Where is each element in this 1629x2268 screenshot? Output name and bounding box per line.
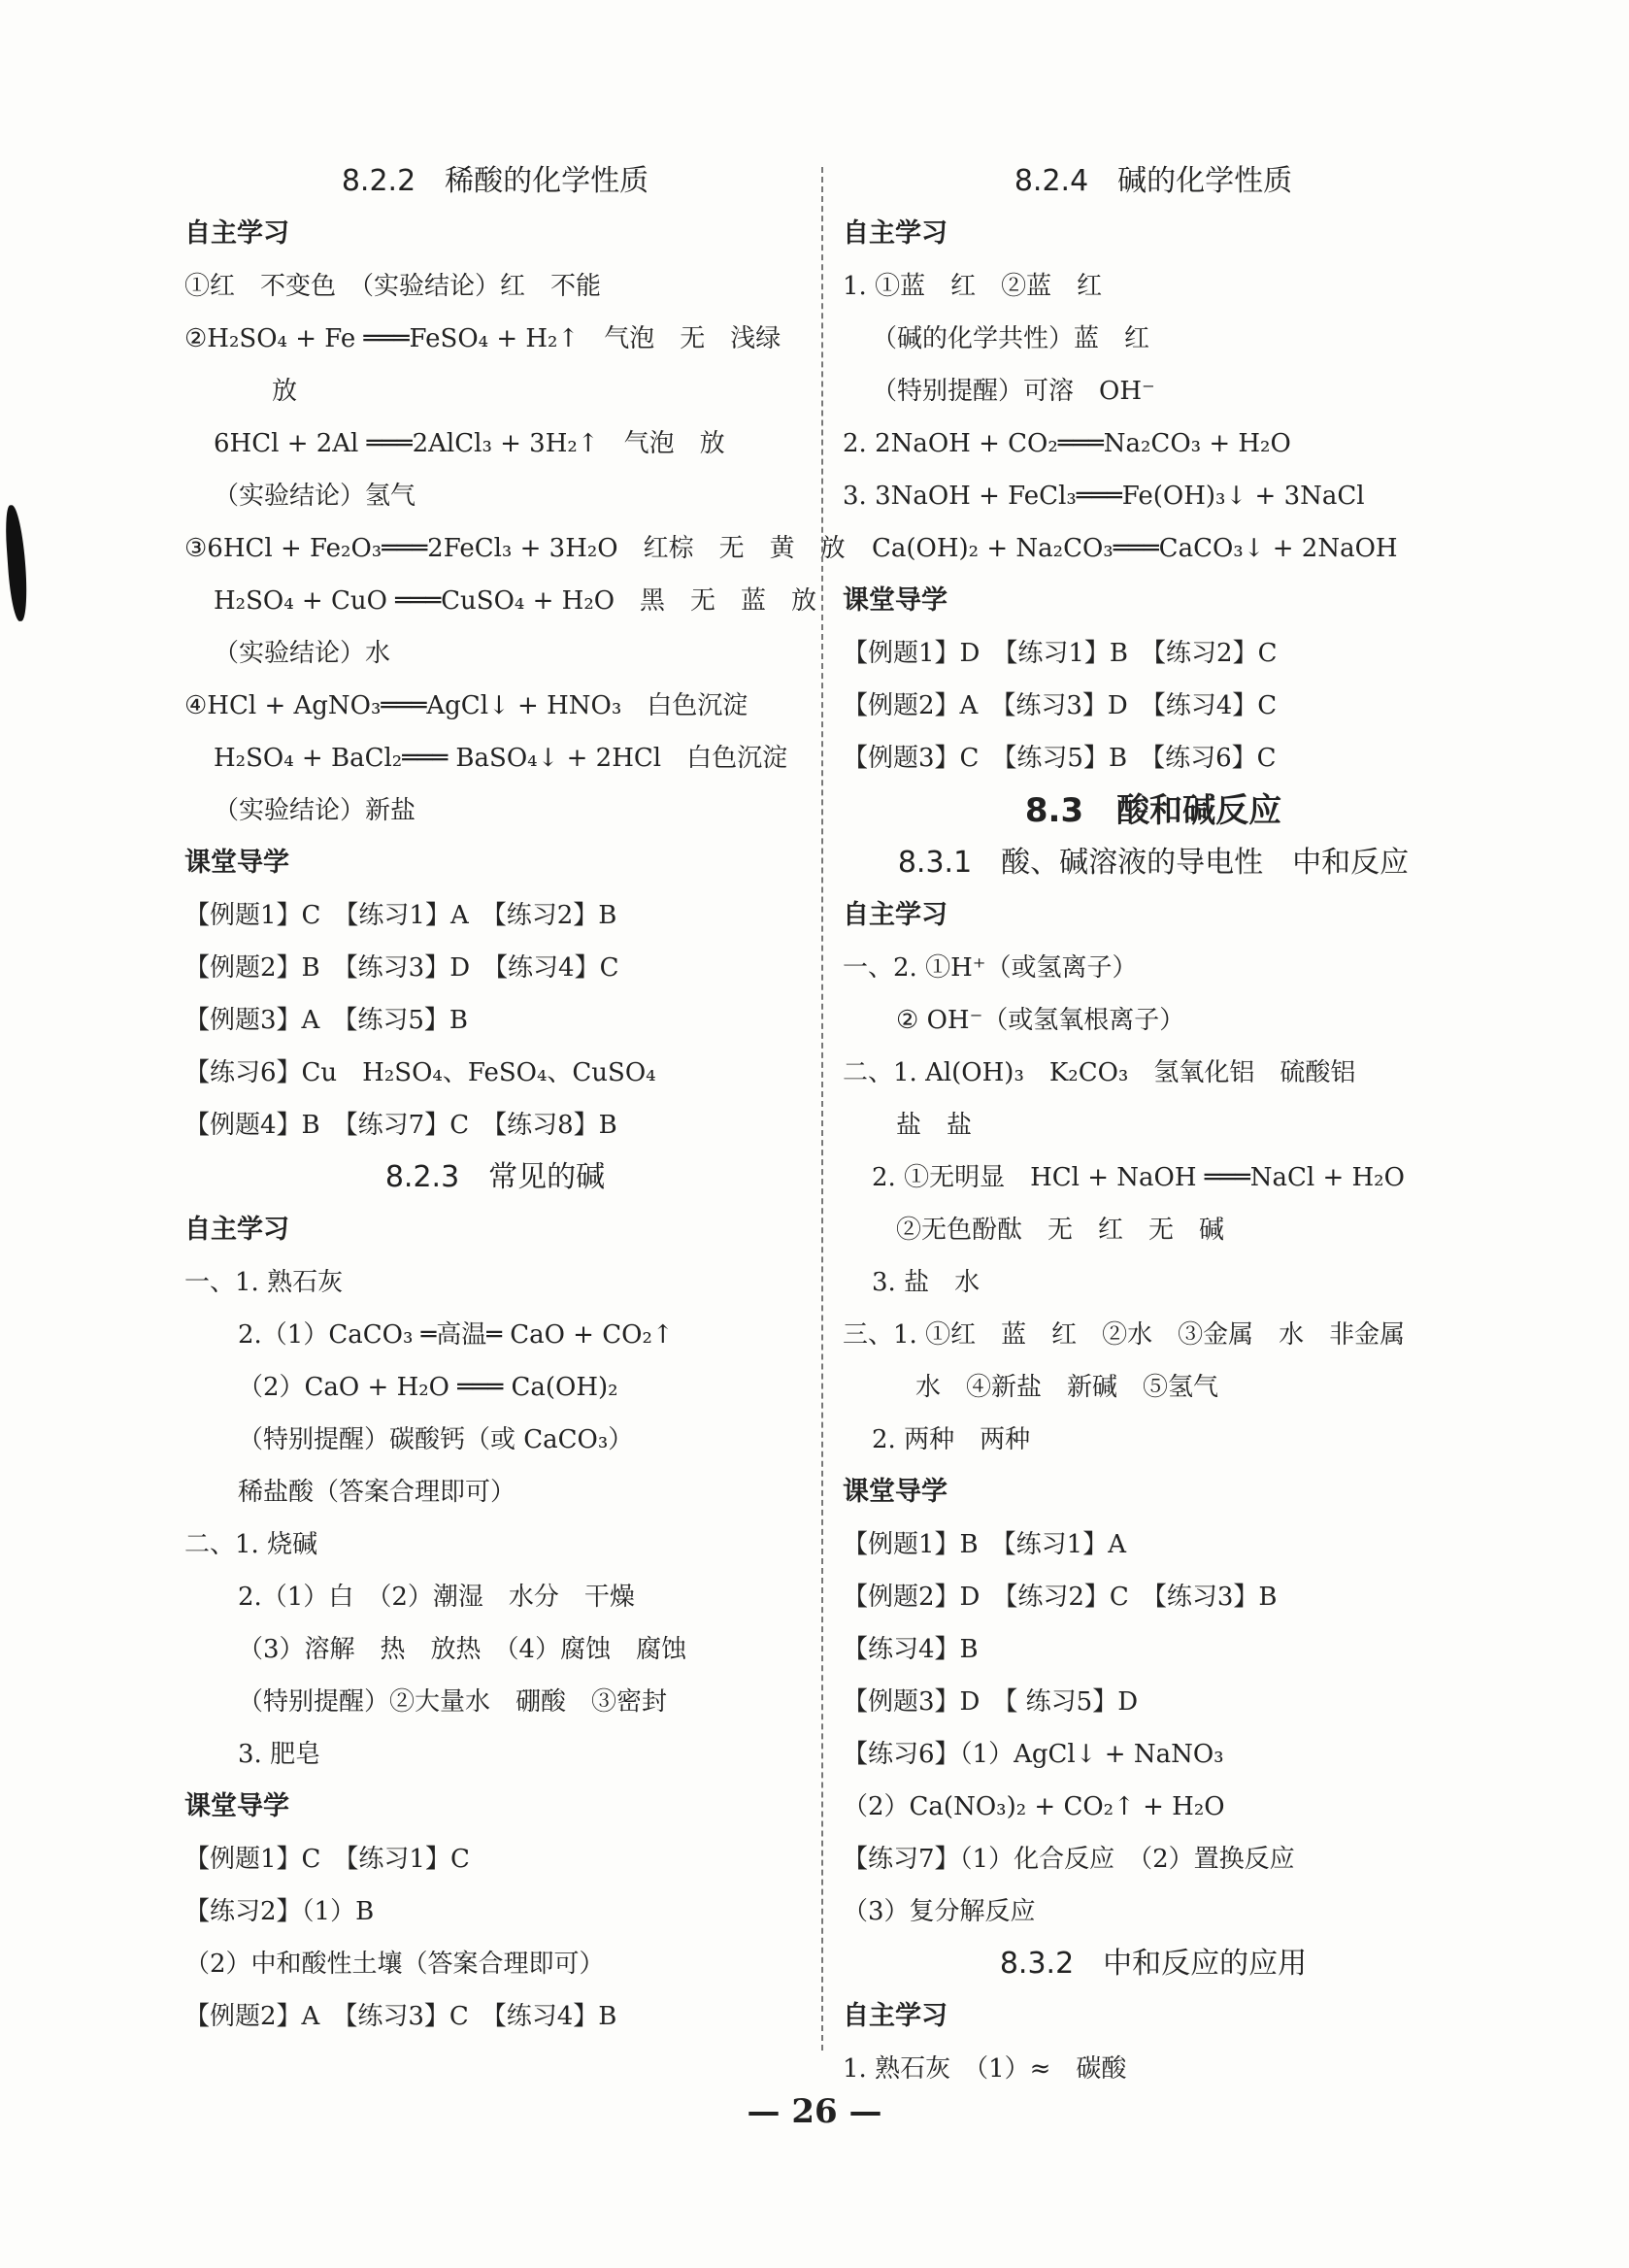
column-divider (821, 167, 823, 2051)
answer-line: 【练习6】（1）AgCl↓ + NaNO₃ (843, 1740, 1224, 1769)
answer-line: 【练习6】Cu H₂SO₄、FeSO₄、CuSO₄ (184, 1058, 656, 1087)
subsection-label: 课堂导学 (843, 585, 947, 616)
answer-line: 盐 盐 (896, 1111, 973, 1140)
answer-line: （3）溶解 热 放热 （4）腐蚀 腐蚀 (238, 1635, 687, 1664)
subsection-label: 自主学习 (843, 2001, 947, 2031)
answer-line: 放 (272, 377, 298, 406)
answer-line: 【练习4】B (843, 1635, 979, 1664)
answer-line: 【例题2】A 【练习3】C 【练习4】B (184, 2002, 617, 2031)
subsection-label: 课堂导学 (184, 1791, 289, 1821)
answer-line: 水 ④新盐 新碱 ⑤氢气 (915, 1373, 1219, 1402)
answer-line: 3. 盐 水 (872, 1268, 981, 1297)
answer-line: 2. 2NaOH + CO₂═══Na₂CO₃ + H₂O (843, 429, 1291, 458)
answer-line: H₂SO₄ + CuO ═══CuSO₄ + H₂O 黑 无 蓝 放 (214, 586, 817, 616)
answer-line: 一、1. 熟石灰 (184, 1268, 344, 1297)
answer-line: ② OH⁻（或氢氧根离子） (896, 1006, 1185, 1035)
section-heading: 8.2.2 稀酸的化学性质 (341, 164, 649, 198)
subsection-label: 自主学习 (843, 218, 947, 249)
answer-line: （2）中和酸性土壤（答案合理即可） (184, 1950, 605, 1979)
answer-line: ②无色酚酞 无 红 无 碱 (896, 1216, 1225, 1245)
answer-line: （实验结论）新盐 (214, 796, 416, 825)
answer-line: （特别提醒）②大量水 硼酸 ③密封 (238, 1687, 668, 1717)
answer-line: ③6HCl + Fe₂O₃═══2FeCl₃ + 3H₂O 红棕 无 黄 放 (184, 534, 846, 563)
answer-line: 三、1. ①红 蓝 红 ②水 ③金属 水 非金属 (843, 1320, 1406, 1350)
answer-line: 【例题3】D 【 练习5】D (843, 1687, 1139, 1717)
answer-line: 【例题4】B 【练习7】C 【练习8】B (184, 1111, 617, 1140)
answer-line: 【练习2】（1）B (184, 1897, 375, 1926)
answer-line: 3. 3NaOH + FeCl₃═══Fe(OH)₃↓ + 3NaCl (843, 482, 1365, 511)
answer-line: （实验结论）氢气 (214, 482, 416, 511)
answer-line: （实验结论）水 (214, 639, 391, 668)
answer-line: （特别提醒）碳酸钙（或 CaCO₃） (238, 1425, 634, 1454)
answer-line: 稀盐酸（答案合理即可） (238, 1478, 516, 1507)
answer-line: （2）CaO + H₂O ═══ Ca(OH)₂ (238, 1373, 618, 1402)
answer-line: ④HCl + AgNO₃═══AgCl↓ + HNO₃ 白色沉淀 (184, 691, 748, 720)
answer-line: 二、1. Al(OH)₃ K₂CO₃ 氢氧化铝 硫酸铝 (843, 1058, 1356, 1087)
answer-line: 2. 两种 两种 (872, 1425, 1031, 1454)
answer-line: （特别提醒）可溶 OH⁻ (872, 377, 1155, 406)
answer-line: 2.（1）白 （2）潮湿 水分 干燥 (238, 1583, 635, 1612)
answer-line: （2）Ca(NO₃)₂ + CO₂↑ + H₂O (843, 1792, 1225, 1821)
answer-line: ①红 不变色 （实验结论）红 不能 (184, 272, 602, 301)
answer-line: 3. 肥皂 (238, 1740, 321, 1769)
page-number: — 26 — (747, 2092, 882, 2131)
answer-line: Ca(OH)₂ + Na₂CO₃═══CaCO₃↓ + 2NaOH (872, 534, 1398, 563)
answer-line: 【例题1】B 【练习1】A (843, 1530, 1126, 1559)
answer-line: 【例题3】C 【练习5】B 【练习6】C (843, 744, 1277, 773)
answer-line: 【例题1】C 【练习1】C (184, 1845, 470, 1874)
subsection-label: 自主学习 (184, 1215, 289, 1245)
subsection-label: 课堂导学 (184, 848, 289, 878)
subsection-label: 自主学习 (843, 900, 947, 930)
answer-line: H₂SO₄ + BaCl₂═══ BaSO₄↓ + 2HCl 白色沉淀 (214, 744, 788, 773)
answer-line: 【例题1】D 【练习1】B 【练习2】C (843, 639, 1278, 668)
answer-line: 【例题3】A 【练习5】B (184, 1006, 468, 1035)
answer-line: 【例题1】C 【练习1】A 【练习2】B (184, 901, 617, 930)
answer-line: 2. ①无明显 HCl + NaOH ═══NaCl + H₂O (872, 1163, 1405, 1192)
answer-line: 二、1. 烧碱 (184, 1530, 318, 1559)
answer-line: （3）复分解反应 (843, 1897, 1036, 1926)
subsection-label: 课堂导学 (843, 1477, 947, 1507)
left-column (184, 155, 846, 2043)
answer-line: 【例题2】B 【练习3】D 【练习4】C (184, 953, 619, 983)
answer-line: 2.（1）CaCO₃ ═高温═ CaO + CO₂↑ (238, 1320, 674, 1350)
answer-line: （碱的化学共性）蓝 红 (872, 324, 1150, 353)
right-column (843, 155, 1464, 2095)
section-heading: 8.3.2 中和反应的应用 (999, 1947, 1308, 1981)
answer-line: 【练习7】（1）化合反应 （2）置换反应 (843, 1845, 1295, 1874)
section-heading: 8.2.3 常见的碱 (384, 1160, 606, 1194)
answer-line: 6HCl + 2Al ═══2AlCl₃ + 3H₂↑ 气泡 放 (214, 429, 725, 458)
subsection-label: 自主学习 (184, 218, 289, 249)
answer-line: 【例题2】D 【练习2】C 【练习3】B (843, 1583, 1278, 1612)
answer-line: ②H₂SO₄ + Fe ═══FeSO₄ + H₂↑ 气泡 无 浅绿 (184, 324, 781, 353)
answer-line: 1. 熟石灰 （1）≈ 碳酸 (843, 2054, 1127, 2084)
answer-line: 【例题2】A 【练习3】D 【练习4】C (843, 691, 1278, 720)
section-heading: 8.2.4 碱的化学性质 (1014, 164, 1293, 198)
ink-blot (4, 505, 29, 622)
answer-line: 一、2. ①H⁺（或氢离子） (843, 953, 1138, 983)
section-heading: 8.3 酸和碱反应 (1024, 791, 1282, 830)
section-heading: 8.3.1 酸、碱溶液的导电性 中和反应 (897, 846, 1410, 880)
answer-line: 1. ①蓝 红 ②蓝 红 (843, 272, 1103, 301)
